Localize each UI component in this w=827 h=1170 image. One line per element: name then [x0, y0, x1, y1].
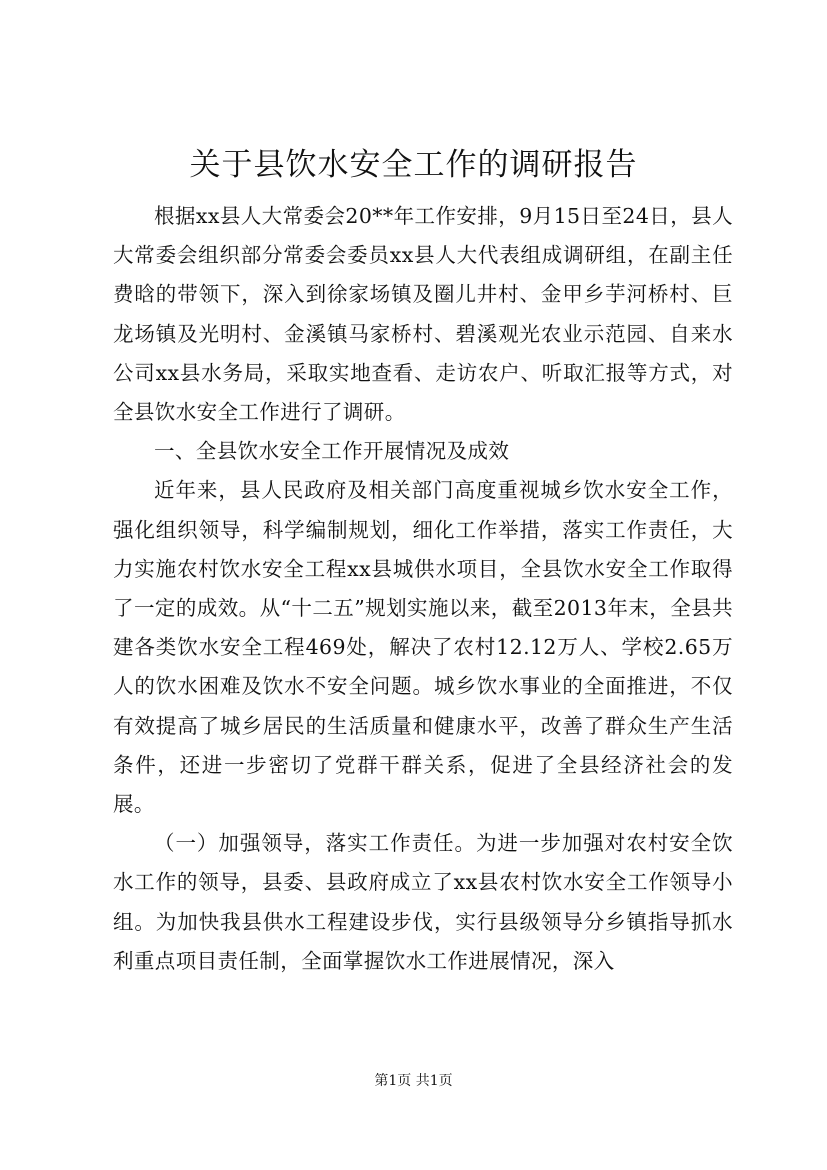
section-body-paragraph: 近年来，县人民政府及相关部门高度重视城乡饮水安全工作，强化组织领导，科学编制规划，细化工作举措，落实工作责任，大力实施农村饮水安全工程xx县城供水项目，全县饮水安全工作取得了一定的成效。从“十二五”规划实施以来，截至2013年末，全县共建各类饮水安全工程469处，解决了农村12.12万人、学校2.65万人的饮水困难及饮水不安全问题。城乡饮水事业的全面推进，不仅有效提高了城乡居民的生活质量和健康水平，改善了群众生产生活条件，还进一步密切了党群干群关系，促进了全县经济社会的发展。 [113, 478, 733, 817]
page-footer: 第1页 共1页 [374, 1073, 453, 1089]
subsection-paragraph: （一）加强领导，落实工作责任。为进一步加强对农村安全饮水工作的领导，县委、县政府成立了xx县农村饮水安全工作领导小组。为加快我县供水工程建设步伐，实行县级领导分乡镇指导抓水利重点项目责任制，全面掌握饮水工作进展情况，深入 [113, 831, 733, 973]
intro-paragraph: 根据xx县人大常委会20**年工作安排，9月15日至24日，县人大常委会组织部分常委会委员xx县人大代表组成调研组，在副主任费晗的带领下，深入到徐家场镇及圈儿井村、金甲乡芋河桥村、巨龙场镇及光明村、金溪镇马家桥村、碧溪观光农业示范园、自来水公司xx县水务局，采取实地查看、走访农户、听取汇报等方式，对全县饮水安全工作进行了调研。 [113, 204, 733, 425]
document-title: 关于县饮水安全工作的调研报告 [189, 147, 638, 183]
section-heading: 一、全县饮水安全工作开展情况及成效 [154, 439, 510, 464]
document-body [113, 197, 733, 981]
